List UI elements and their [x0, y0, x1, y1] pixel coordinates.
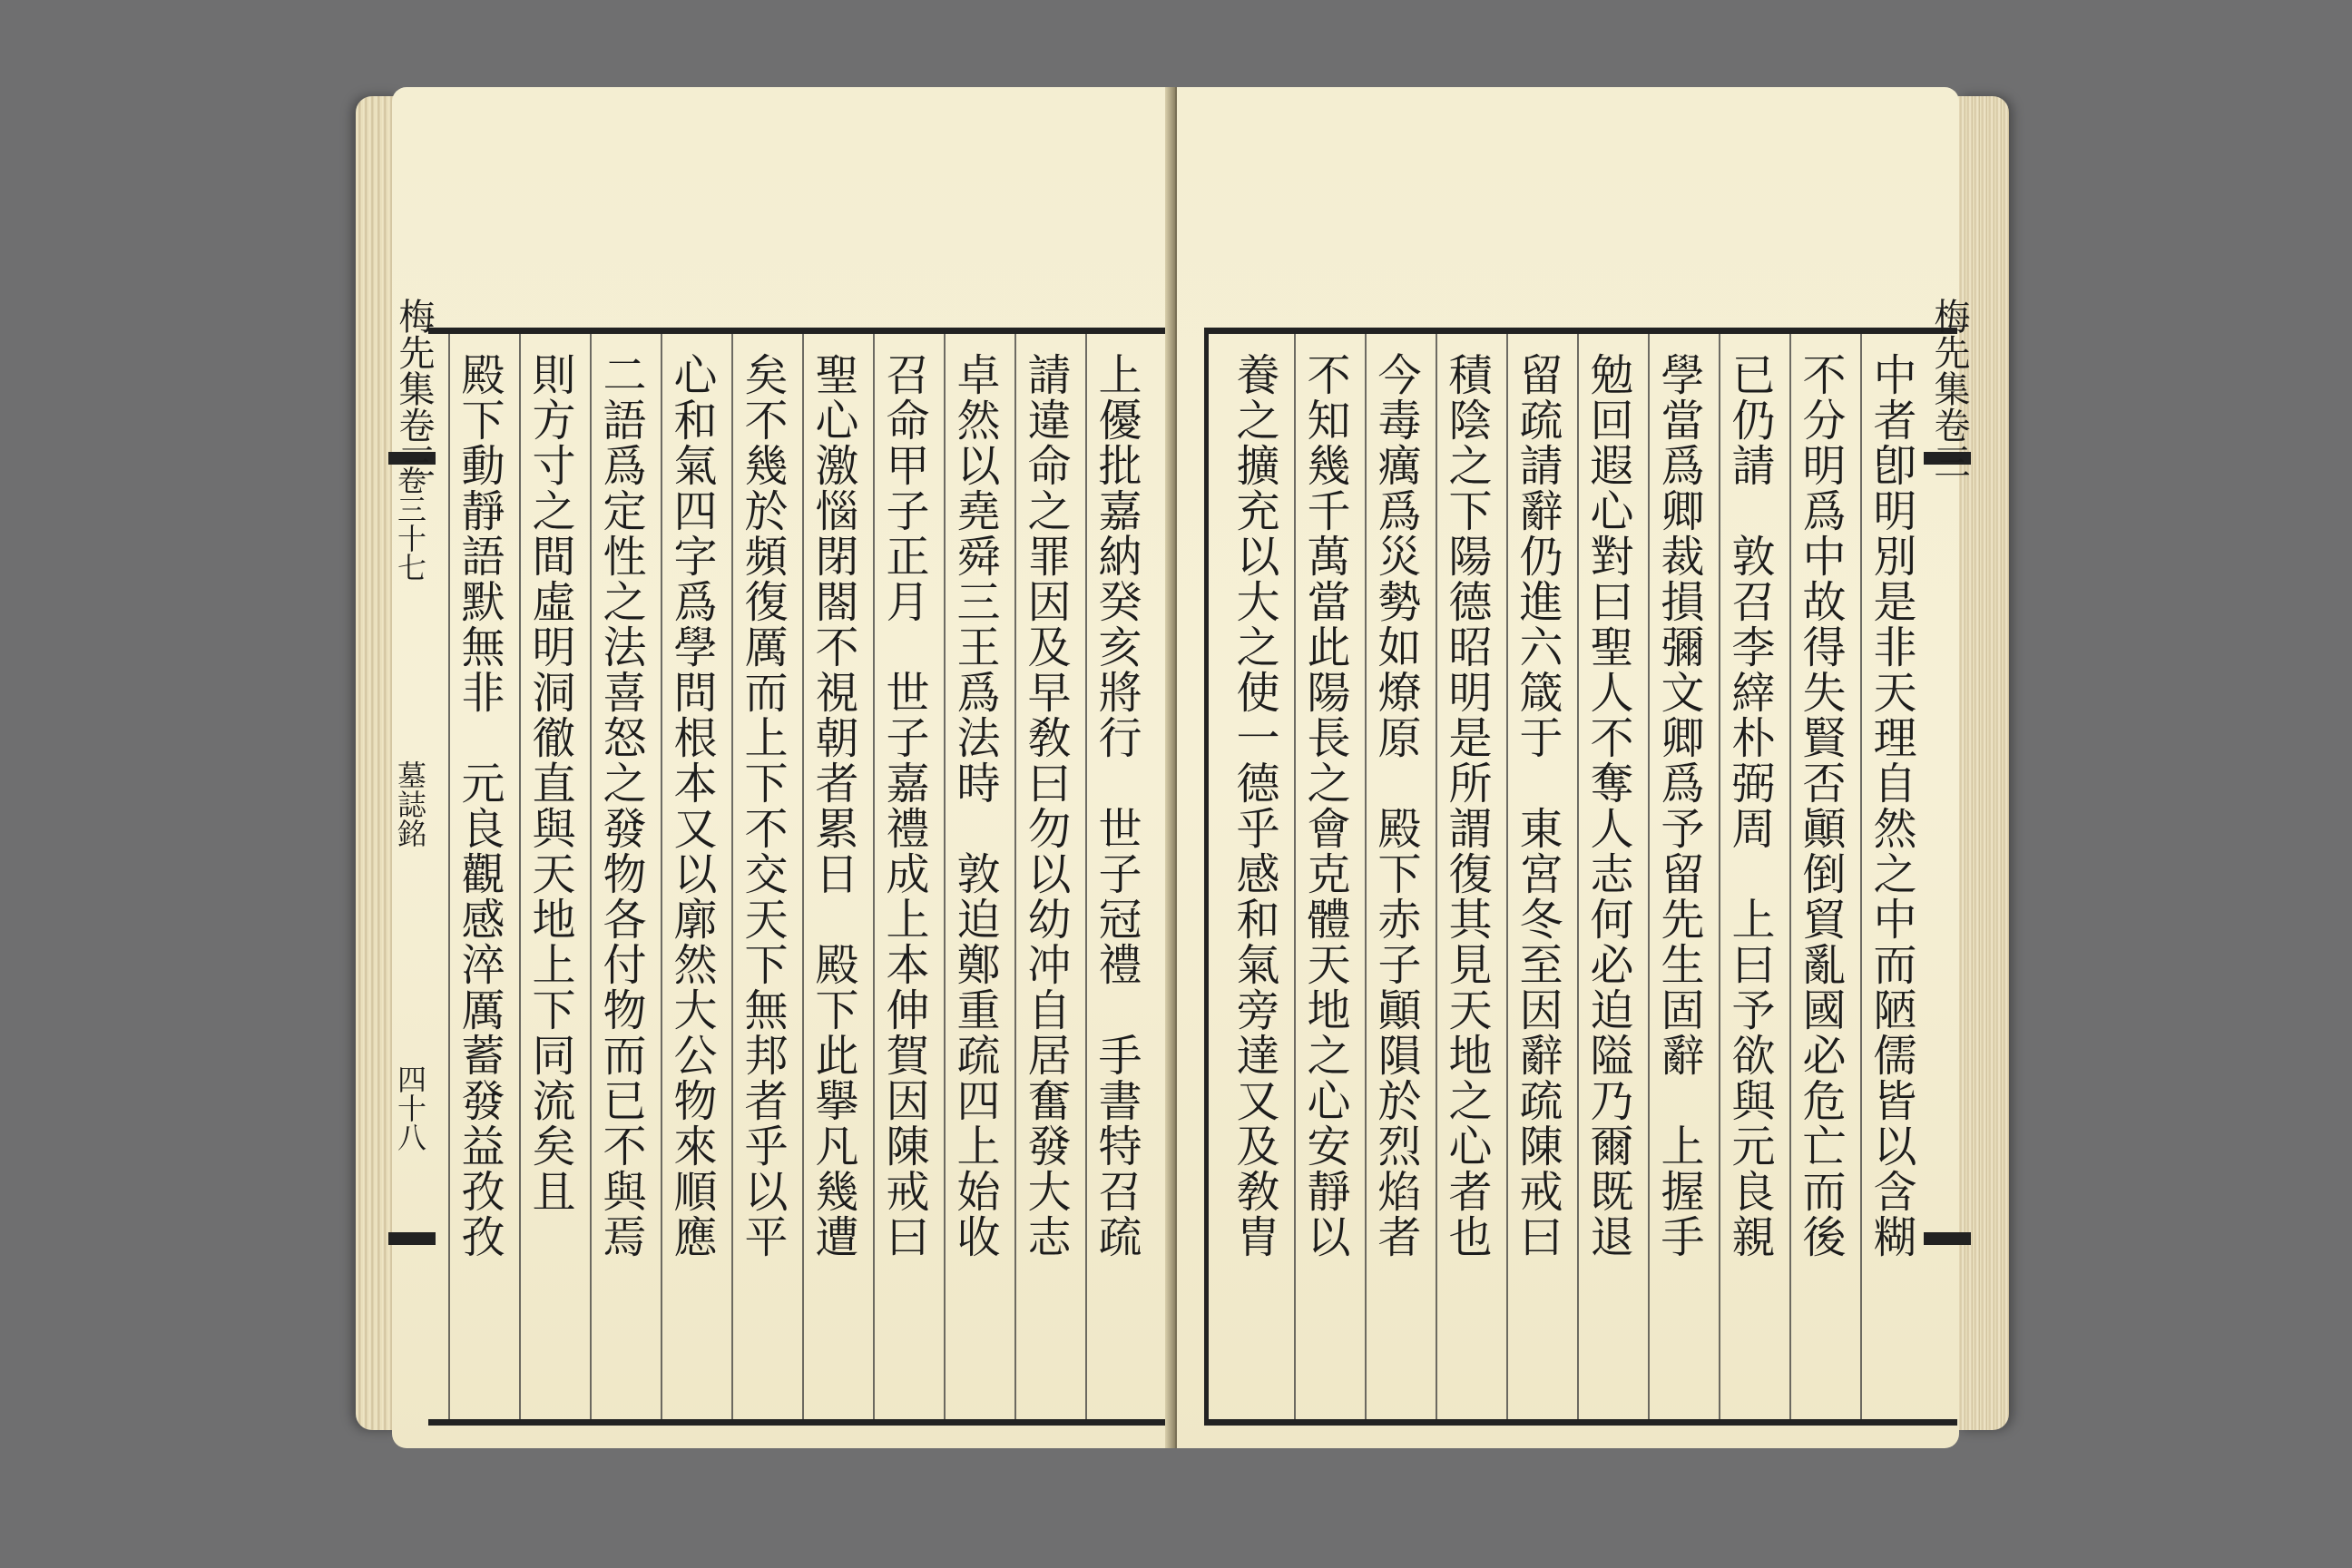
- column-rule: [802, 334, 804, 1419]
- left-column-2: 請違命之罪因及早敎曰勿以幼冲自居奮發大志: [1020, 352, 1071, 1259]
- left-page-spine: [388, 298, 436, 1419]
- left-spine-section: 墓誌銘: [393, 760, 427, 848]
- left-spine-title: 梅先集卷三: [393, 298, 435, 479]
- right-page-spine: [1927, 298, 1975, 1419]
- column-rule: [873, 334, 875, 1419]
- column-rule: [1506, 334, 1508, 1419]
- right-column-8: 今毒癘爲災勢如燎原 殿下赤子顚隕於烈焰者: [1370, 352, 1421, 1259]
- left-spine-volume: 卷三十七: [393, 466, 427, 582]
- left-column-3: 卓然以堯舜三王爲法時 敦迫鄭重疏四上始收: [949, 352, 1000, 1259]
- left-column-1: 上優批嘉納癸亥將行 世子冠禮 手書特召疏: [1091, 352, 1142, 1259]
- column-rule: [1719, 334, 1720, 1419]
- column-rule: [661, 334, 662, 1419]
- left-page: [392, 87, 1172, 1448]
- left-column-9: 則方寸之間虛明洞徹直與天地上下同流矣且: [524, 352, 575, 1214]
- right-column-10: 養之擴充以大之使一德乎感和氣旁達又及敎胄: [1229, 352, 1279, 1259]
- right-column-6: 留疏請辭仍進六箴于 東宮冬至因辭疏陳戒曰: [1512, 352, 1563, 1259]
- open-book: [356, 87, 2009, 1448]
- column-rule: [1648, 334, 1650, 1419]
- left-column-6: 矣不幾於頻復厲而上下不交天下無邦者乎以平: [737, 352, 788, 1259]
- column-rule: [1789, 334, 1791, 1419]
- column-rule: [590, 334, 592, 1419]
- right-column-9: 不知幾千萬當此陽長之會克體天地之心安靜以: [1299, 352, 1350, 1259]
- column-rule: [1436, 334, 1437, 1419]
- left-column-10: 殿下動靜語默無非 元良觀感淬厲蓄發益孜孜: [454, 352, 505, 1259]
- right-text-frame: [1204, 298, 1970, 1426]
- right-column-5: 勉回遐心對曰聖人不奪人志何必迫隘乃爾既退: [1583, 352, 1633, 1259]
- left-spine-page-number: 四十八: [393, 1064, 427, 1152]
- column-rule: [731, 334, 733, 1419]
- column-rule: [1085, 334, 1087, 1419]
- right-page: [1177, 87, 1970, 1448]
- column-rule: [1365, 334, 1367, 1419]
- column-rule: [448, 334, 450, 1419]
- left-column-4: 召命甲子正月 世子嘉禮成上本伸賀因陳戒曰: [878, 352, 929, 1259]
- left-text-frame: [393, 298, 1187, 1426]
- column-rule: [1860, 334, 1862, 1419]
- left-fishtail-bottom: [388, 1232, 436, 1245]
- left-column-8: 二語爲定性之法喜怒之發物各付物而已不與焉: [595, 352, 646, 1259]
- column-rule: [1294, 334, 1296, 1419]
- column-rule: [944, 334, 946, 1419]
- right-column-7: 積陰之下陽德昭明是所謂復其見天地之心者也: [1441, 352, 1492, 1259]
- right-fishtail-bottom: [1924, 1232, 1971, 1245]
- right-spine-title: 梅先集卷三: [1928, 298, 1970, 479]
- left-column-7: 心和氣四字爲學問根本又以廓然大公物來順應: [666, 352, 717, 1259]
- column-rule: [1014, 334, 1016, 1419]
- right-column-3: 已仍請 敦召李縡朴弼周 上曰予欲與元良親: [1724, 352, 1775, 1259]
- left-column-5: 聖心激惱閉閤不視朝者累日 殿下此擧凡幾遭: [808, 352, 858, 1259]
- right-column-2: 不分明爲中故得失賢否顚倒貿亂國必危亡而後: [1795, 352, 1846, 1259]
- column-rule: [1577, 334, 1579, 1419]
- right-column-4: 學當爲卿裁損彌文卿爲予留先生固辭 上握手: [1653, 352, 1704, 1259]
- right-column-1: 中者卽明別是非天理自然之中而陋儒皆以含糊: [1866, 352, 1916, 1259]
- column-rule: [519, 334, 521, 1419]
